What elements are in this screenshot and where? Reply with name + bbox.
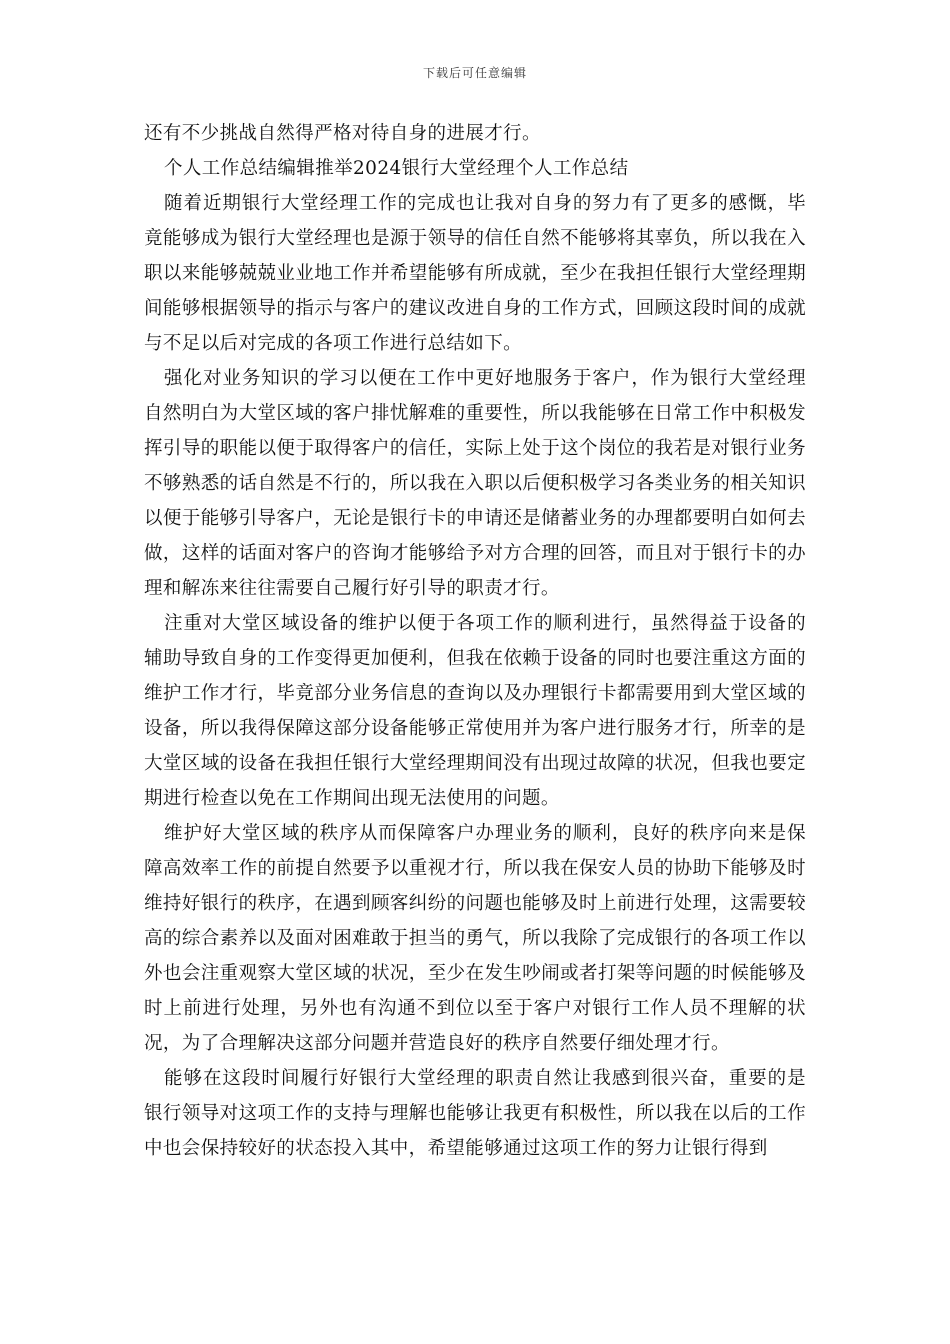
paragraph-equipment-maintenance: 注重对大堂区域设备的维护以便于各项工作的顺利进行，虽然得益于设备的辅助导致自身的工作变得更加便利，但我在依赖于设备的同时也要注重这方面的维护工作才行，毕竟部分业务信息的查询以及办理银行卡都需要用到大堂区域的设备，所以我得保障这部分设备能够正常使用并为客户进行服务才行，所幸的是大堂区域的设备在我担任银行大堂经理期间没有出现过故障的状况，但我也要定期进行检查以免在工作期间出现无法使用的问题。	[144, 613, 806, 809]
document-body	[144, 116, 806, 1166]
paragraph-lobby-order: 维护好大堂区域的秩序从而保障客户办理业务的顺利，良好的秩序向来是保障高效率工作的前提自然要予以重视才行，所以我在保安人员的协助下能够及时维持好银行的秩序，在遇到顾客纠纷的问题也能够及时上前进行处理，这需要较高的综合素养以及面对困难敢于担当的勇气，所以我除了完成银行的各项工作以外也会注重观察大堂区域的状况，至少在发生吵闹或者打架等问题的时候能够及时上前进行处理，另外也有沟通不到位以至于客户对银行工作人员不理解的状况，为了合理解决这部分问题并营造良好的秩序自然要仔细处理才行。	[144, 823, 806, 1054]
paragraph-intro: 随着近期银行大堂经理工作的完成也让我对自身的努力有了更多的感慨，毕竟能够成为银行大堂经理也是源于领导的信任自然不能够将其辜负，所以我在入职以来能够兢兢业业地工作并希望能够有所成就，至少在我担任银行大堂经理期间能够根据领导的指示与客户的建议改进自身的工作方式，回顾这段时间的成就与不足以后对完成的各项工作进行总结如下。	[144, 193, 806, 354]
page-header: 下载后可任意编辑	[422, 66, 527, 80]
section-title: 个人工作总结编辑推举2024银行大堂经理个人工作总结	[164, 158, 629, 179]
paragraph-business-knowledge: 强化对业务知识的学习以便在工作中更好地服务于客户，作为银行大堂经理自然明白为大堂区域的客户排忧解难的重要性，所以我能够在日常工作中积极发挥引导的职能以便于取得客户的信任，实际上处于这个岗位的我若是对银行业务不够熟悉的话自然是不行的，所以我在入职以后便积极学习各类业务的相关知识以便于能够引导客户，无论是银行卡的申请还是储蓄业务的办理都要明白如何去做，这样的话面对客户的咨询才能够给予对方合理的回答，而且对于银行卡的办理和解冻来往往需要自己履行好引导的职责才行。	[144, 368, 806, 599]
paragraph-conclusion: 能够在这段时间履行好银行大堂经理的职责自然让我感到很兴奋，重要的是银行领导对这项工作的支持与理解也能够让我更有积极性，所以我在以后的工作中也会保持较好的状态投入其中，希望能够通过这项工作的努力让银行得到	[144, 1068, 806, 1159]
paragraph-continuation: 还有不少挑战自然得严格对待自身的进展才行。	[144, 123, 541, 144]
